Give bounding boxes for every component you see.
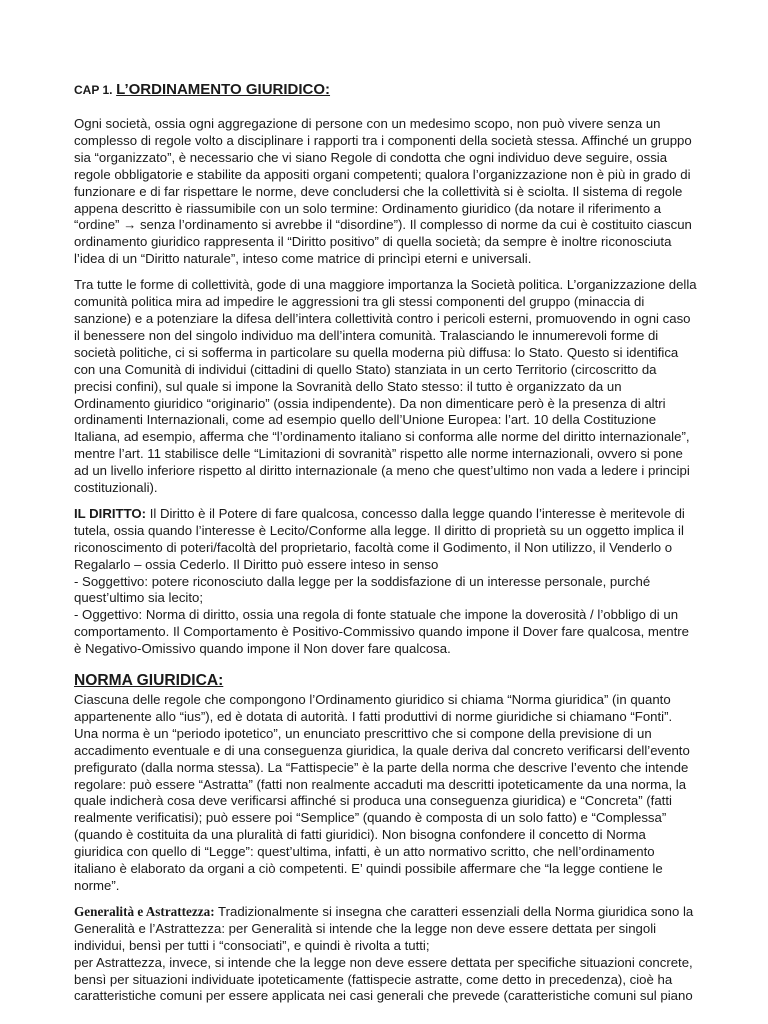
diritto-text: Il Diritto è il Potere di fare qualcosa, concesso dalla legge quando l’interesse è meritevole di tutela, ossia quando l’interesse è Lecito/Conforme alla legge. Il diritto di proprietà su un oggetto implica il riconoscimento di poteri/facoltà del proprietario, facoltà come il Godimento, il Non utilizzo, il Venderlo o Regalarlo – ossia Cederlo. Il Diritto può essere inteso in senso <box>74 505 685 572</box>
generalita-text: Tradizionalmente si insegna che caratteri essenziali della Norma giuridica sono la Generalità e l’Astrattezza: per Generalità si intende che la legge non deve essere dettata per singoli individui, bensì per tutti i “consociati”, e quindi è rivolta a tutti; <box>74 903 694 953</box>
paragraph-norma: Ciascuna delle regole che compongono l’Ordinamento giuridico si chiama “Norma giuridica” (in quanto appartenente allo “ius”), ed è dotata di autorità. I fatti produttivi di norme giuridiche si chiamano “Fonti”. Una norma è un “periodo ipotetico”, un enunciato prescrittivo che si compone della previsione di un accadimento eventuale e di una conseguenza giuridica, la quale deriva dal concreto verificarsi dell’evento prefigurato (dalla norma stessa). La “Fattispecie” è la parte della norma che descrive l’evento che intende regolare: può essere “Astratta” (fatti non realmente accaduti ma descritti ipoteticamente da una norma, la quale indicherà cosa deve verificarsi affinché si produca una conseguenza giuridica) e “Concreta” (fatti realmente verificatisi); può essere poi “Semplice” (quando è composta di un solo fatto) e “Complessa” (quando è costituita da una pluralità di fatti giuridici). Non bisogna confondere il concetto di Norma giuridica con quello di “Legge”: quest’ultima, infatti, è un atto normativo scritto, che nell’ordinamento italiano è elaborato da organi a ciò competenti. E’ quindi possibile affermare che “la legge contiene le norme”. <box>74 692 690 893</box>
diritto-label: IL DIRITTO: <box>74 505 147 521</box>
chapter-heading <box>74 82 698 104</box>
list-item-oggettivo: - Oggettivo: Norma di diritto, ossia una regola di fonte statuale che impone la doverosità / l’obbligo di un comportamento. Il Comportamento è Positivo-Commissivo quando impone il Dover fare qualcosa, mentre è Negativo-Omissivo quando impone il Non dover fare qualcosa. <box>74 607 689 657</box>
chapter-label: CAP 1. <box>74 83 113 97</box>
paragraph-diritto <box>74 506 698 574</box>
section-title-norma: NORMA GIURIDICA: <box>74 672 224 690</box>
document-page <box>74 82 698 1014</box>
paragraph-generalita <box>74 904 698 955</box>
paragraph-societa-politica: Tra tutte le forme di collettività, gode di una maggiore importanza la Società politica. L’organizzazione della comunità politica mira ad impedire le aggressioni tra gli stessi componenti del gruppo (minaccia di sanzione) e a potenziare la difesa dell’intera collettività contro i pericoli esterni, promuovendo in ogni caso il benessere non del singolo individuo ma dell’intera comunità. Tralasciando le innumerevoli forme di società politiche, ci si sofferma in particolare su quella moderna più diffusa: lo Stato. Questo si identifica con una Comunità di individui (cittadini di quello Stato) stanziata in un certo Territorio (circoscritto da precisi confini), sul quale si impone la Sovranità dello Stato stesso: il tutto è organizzato da un Ordinamento giuridico “originario” (ossia indipendente). Da non dimenticare però è la presenza di altri ordinamenti Internazionali, come ad esempio quello dell’Unione Europea: l’art. 10 della Costituzione Italiana, ad esempio, afferma che “l’ordinamento italiano si conforma alle norme del diritto internazionale”, mentre l’art. 11 stabilisce delle “Limitazioni di sovranità” rispetto alle norme internazionali, ovvero si pone ad un livello inferiore rispetto al diritto internazionale (a meno che quest’ultimo non vada a ledere i principi costituzionali). <box>74 277 697 496</box>
list-item-soggettivo: - Soggettivo: potere riconosciuto dalla legge per la soddisfazione di un interesse personale, purché quest’ultimo sia lecito; <box>74 573 651 606</box>
paragraph-societa: Ogni società, ossia ogni aggregazione di persone con un medesimo scopo, non può vivere senza un complesso di regole volto a disciplinare i rapporti tra i componenti della società stessa. Affinché un gruppo sia “organizzato”, è necessario che vi siano Regole di condotta che ogni individuo deve seguire, ossia regole obbligatorie e stabilite da appositi organi competenti; qualora l’organizzazione non è più in grado di funzionare e di far rispettare le norme, deve concludersi che la collettività si è sciolta. Il sistema di regole appena descritto è riassumibile con un solo termine: Ordinamento giuridico (da notare il riferimento a “ordine” → senza l’ordinamento si avrebbe il “disordine”). Il complesso di norme da cui è costituito ciascun ordinamento giuridico rappresenta il “Diritto positivo” di quella società; da sempre è inoltre riconosciuta l’idea di un “Diritto naturale”, inteso come matrice di princìpi eterni e universali. <box>74 116 692 267</box>
chapter-title: L’ORDINAMENTO GIURIDICO: <box>116 81 331 98</box>
generalita-label: Generalità e Astrattezza: <box>74 903 215 919</box>
paragraph-astrattezza: per Astrattezza, invece, si intende che la legge non deve essere dettata per specifiche situazioni concrete, bensì per situazioni individuate ipoteticamente (fattispecie astratte, come detto in precedenza), cioè ha caratteristiche comuni per essere applicata nei casi generali che prevede (caratteristiche comuni sul piano <box>74 954 693 1004</box>
